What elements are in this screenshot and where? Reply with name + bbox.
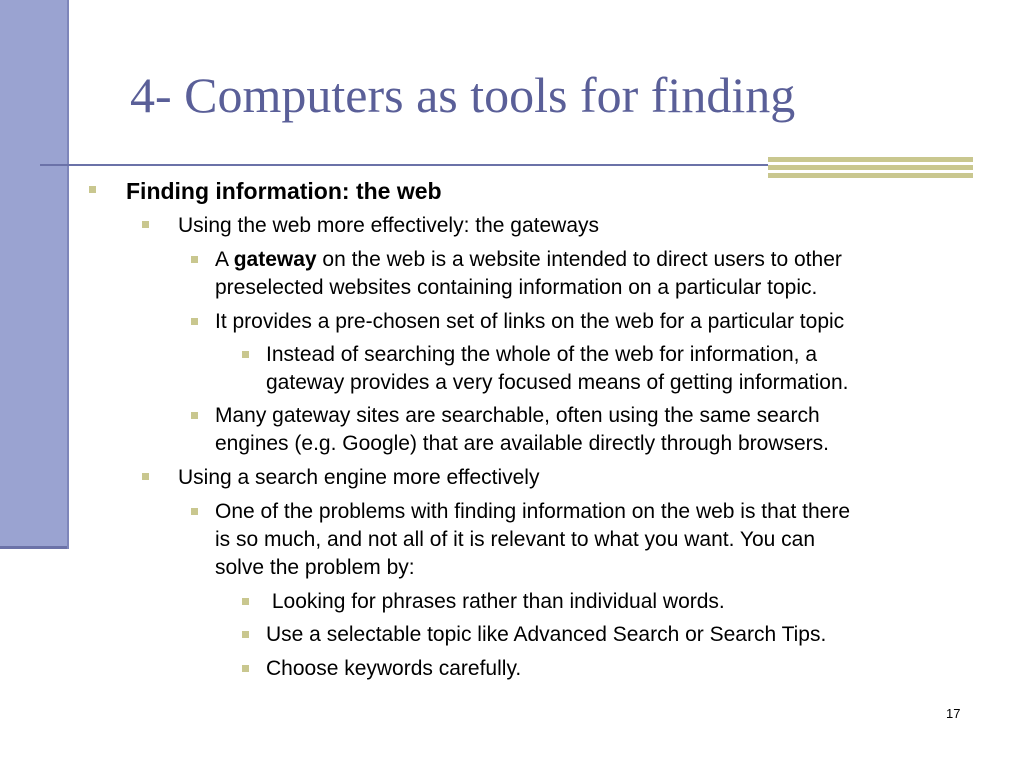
bullet-item [215,498,850,582]
bullet-item [178,464,539,492]
bullet-text: Finding information: the web [126,178,442,204]
bullet-text: Using the web more effectively: the gateways [178,214,599,237]
bullet-square-icon [191,318,198,325]
bullet-square-icon [242,665,249,672]
bullet-text: A [215,248,234,271]
bullet-item [266,341,848,397]
bullet-text: It provides a pre-chosen set of links on the web for a particular topic [215,310,845,333]
bullet-item [178,212,599,240]
bullet-square-icon [242,631,249,638]
bullet-square-icon [89,186,96,193]
bullet-square-icon [191,256,198,263]
bullet-square-icon [142,221,149,228]
bullet-text: Instead of searching the whole of the web for information, a [266,343,817,366]
bullet-item [215,246,842,302]
bullet-square-icon [242,351,249,358]
bullet-item [215,308,844,336]
bullet-item [266,588,725,616]
bullet-continuation: engines (e.g. Google) that are available directly through browsers. [215,432,830,455]
bullet-square-icon [191,412,198,419]
bullet-text: Use a selectable topic like Advanced Search or Search Tips. [266,623,827,646]
bullet-continuation: gateway provides a very focused means of getting information. [266,371,849,394]
slide-title: 4- Computers as tools for finding [130,67,796,123]
bullet-continuation: is so much, and not all of it is relevant to what you want. You can [215,528,816,551]
bold-term: gateway [233,248,317,271]
bullet-text: Choose keywords carefully. [266,657,522,680]
bullet-item [266,621,826,649]
bullet-item [215,402,829,458]
bullet-text: Many gateway sites are searchable, often using the same search [215,404,820,427]
bullet-square-icon [142,473,149,480]
bullet-continuation: preselected websites containing information on a particular topic. [215,276,818,299]
bullet-text: One of the problems with finding information on the web is that there [215,500,851,523]
bullet-item [126,178,442,204]
bullet-text: on the web is a website intended to direct users to other [316,248,842,271]
bullet-text: Looking for phrases rather than individual words. [266,590,725,613]
bullet-item [266,655,521,683]
bullet-square-icon [191,508,198,515]
page-number: 17 [946,706,961,721]
bullet-square-icon [242,598,249,605]
bullet-text: Using a search engine more effectively [178,466,540,489]
bullet-continuation: solve the problem by: [215,556,415,579]
